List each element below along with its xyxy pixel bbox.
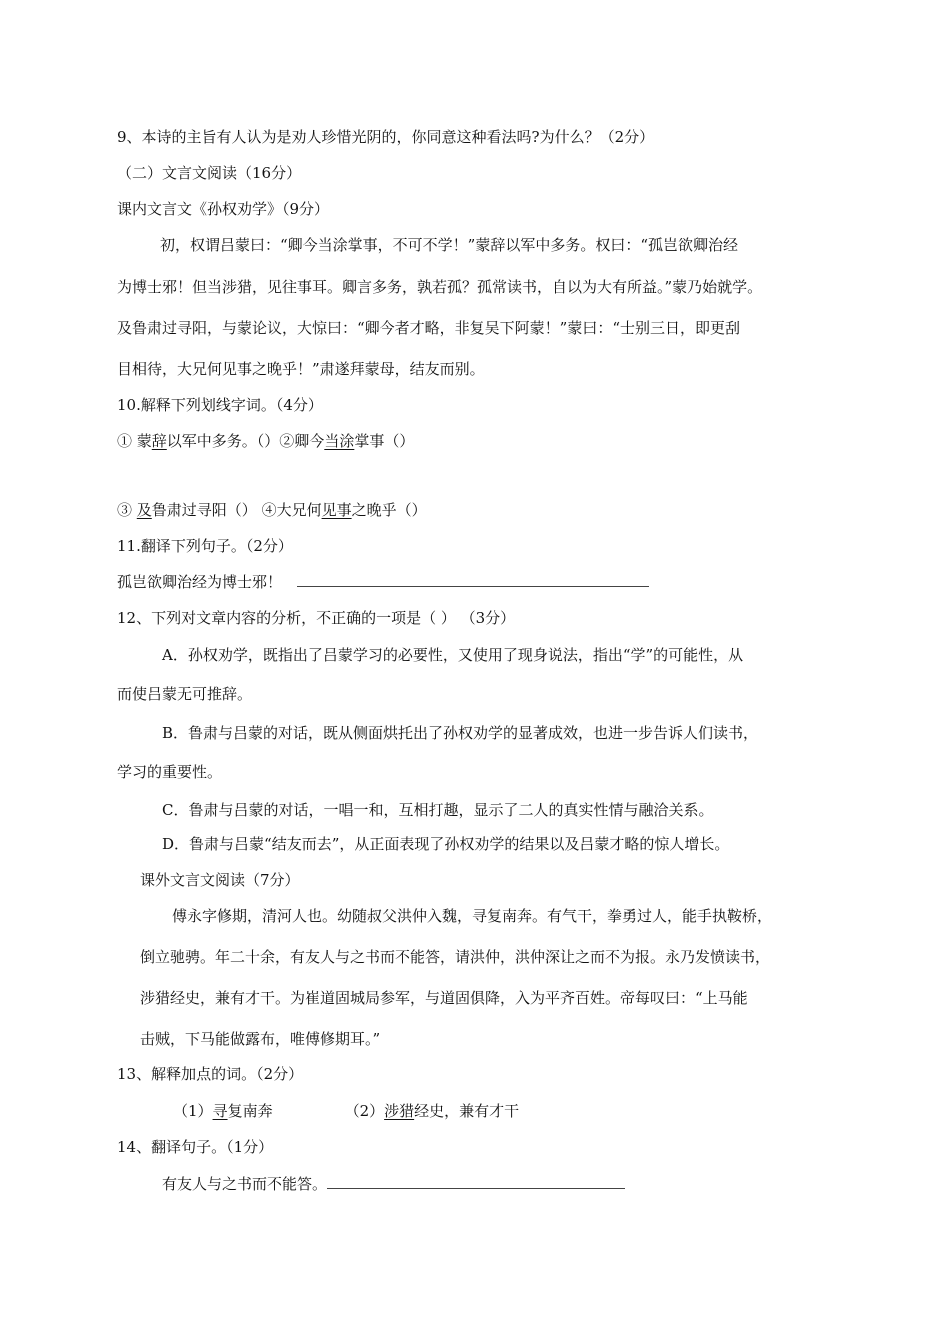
- q12-option-d: D．鲁肃与吕蒙“结友而去”，从正面表现了孙权劝学的结果以及吕蒙才略的惊人增长。: [162, 835, 730, 853]
- q10-item1-underlined: 辞: [151, 432, 167, 450]
- q12-option-a-line-2: 而使吕蒙无可推辞。: [117, 685, 253, 703]
- q11-answer-blank[interactable]: [297, 572, 649, 587]
- q10-item1-suffix: 以军中多务。（）②卿今: [166, 432, 325, 450]
- q14-answer-blank[interactable]: [327, 1174, 625, 1189]
- question-13-items: [173, 1101, 519, 1121]
- q12-option-b-line-2: 学习的重要性。: [117, 763, 223, 781]
- passage2-line-2: 倒立驰骋。年二十余，有友人与之书而不能答，请洪仲，洪仲深让之而不为报。永乃发愤读书，: [140, 948, 771, 966]
- q11-sentence-text: 孤岂欲卿治经为博士邪！: [117, 573, 283, 591]
- q13-item1-suffix: 复南奔: [227, 1102, 273, 1120]
- passage2-line-4: 击贼，下马能做露布，唯傅修期耳。”: [140, 1030, 381, 1048]
- q10-item1-prefix: ① 蒙: [117, 432, 152, 450]
- q12-option-a-line-1: A．孙权劝学，既指出了吕蒙学习的必要性，又使用了现身说法，指出“学”的可能性，从: [162, 646, 744, 664]
- q13-item1-underlined: 寻: [212, 1102, 228, 1120]
- question-14-sentence: [162, 1174, 625, 1194]
- q12-option-c: C．鲁肃与吕蒙的对话，一唱一和，互相打趣，显示了二人的真实性情与融洽关系。: [162, 801, 714, 819]
- question-10-items-1-2: [117, 431, 414, 451]
- q12-option-b-line-1: B．鲁肃与吕蒙的对话，既从侧面烘托出了孙权劝学的显著成效，也进一步告诉人们读书，: [162, 724, 759, 742]
- q10-item4-underlined: 见事: [321, 501, 352, 519]
- q10-item3-underlined: 及: [136, 501, 152, 519]
- question-10-items-3-4: [117, 500, 427, 520]
- q10-item3-suffix: 鲁肃过寻阳（） ④大兄何: [151, 501, 322, 519]
- question-11-sentence: [117, 572, 649, 592]
- passage2-line-3: 涉猎经史，兼有才干。为崔道固城局参军，与道固俱降，入为平齐百姓。帝每叹曰：“上马能: [140, 989, 748, 1007]
- passage1-line-3: 及鲁肃过寻阳，与蒙论议，大惊曰：“卿今者才略，非复吴下阿蒙！”蒙曰：“士别三日，即更刮: [117, 319, 741, 337]
- question-9: 9、本诗的主旨有人认为是劝人珍惜光阴的，你同意这种看法吗?为什么？（2分）: [117, 128, 655, 146]
- q13-item2-prefix: （2）: [344, 1102, 385, 1120]
- q13-item2-suffix: 经史，兼有才干: [414, 1102, 520, 1120]
- q13-item2-underlined: 涉猎: [384, 1102, 415, 1120]
- passage1-line-2: 为博士邪！但当涉猎，见往事耳。卿言多务，孰若孤？孤常读书，自以为大有所益。”蒙乃始就学。: [117, 278, 763, 296]
- question-14-stem: 14、翻译句子。（1分）: [117, 1138, 274, 1156]
- q14-sentence-text: 有友人与之书而不能答。: [162, 1175, 328, 1193]
- passage1-line-4: 目相待，大兄何见事之晚乎！”肃遂拜蒙母，结友而别。: [117, 360, 485, 378]
- q10-item2-underlined: 当涂: [324, 432, 355, 450]
- question-13-stem: 13、解释加点的词。（2分）: [117, 1065, 304, 1083]
- question-10-stem: 10.解释下列划线字词。（4分）: [117, 396, 323, 414]
- passage1-line-1: 初，权谓吕蒙曰：“卿今当涂掌事，不可不学！”蒙辞以军中多务。权曰：“孤岂欲卿治经: [160, 236, 739, 254]
- q10-item4-suffix: 之晚乎（）: [351, 501, 427, 519]
- inclass-passage-title: 课内文言文《孙权劝学》（9分）: [117, 200, 330, 218]
- q13-item1-prefix: （1）: [173, 1102, 213, 1120]
- outclass-passage-title: 课外文言文阅读（7分）: [140, 871, 300, 889]
- passage2-line-1: 傅永字修期，清河人也。幼随叔父洪仲入魏，寻复南奔。有气干，拳勇过人，能手执鞍桥，: [172, 907, 773, 925]
- q10-item3-prefix: ③: [117, 501, 137, 519]
- question-11-stem: 11.翻译下列句子。（2分）: [117, 537, 293, 555]
- section-classical-chinese-title: （二）文言文阅读（16分）: [117, 164, 302, 182]
- q10-item2-suffix: 掌事（）: [354, 432, 415, 450]
- question-12-stem: 12、下列对文章内容的分析，不正确的一项是（ ） （3分）: [117, 609, 516, 627]
